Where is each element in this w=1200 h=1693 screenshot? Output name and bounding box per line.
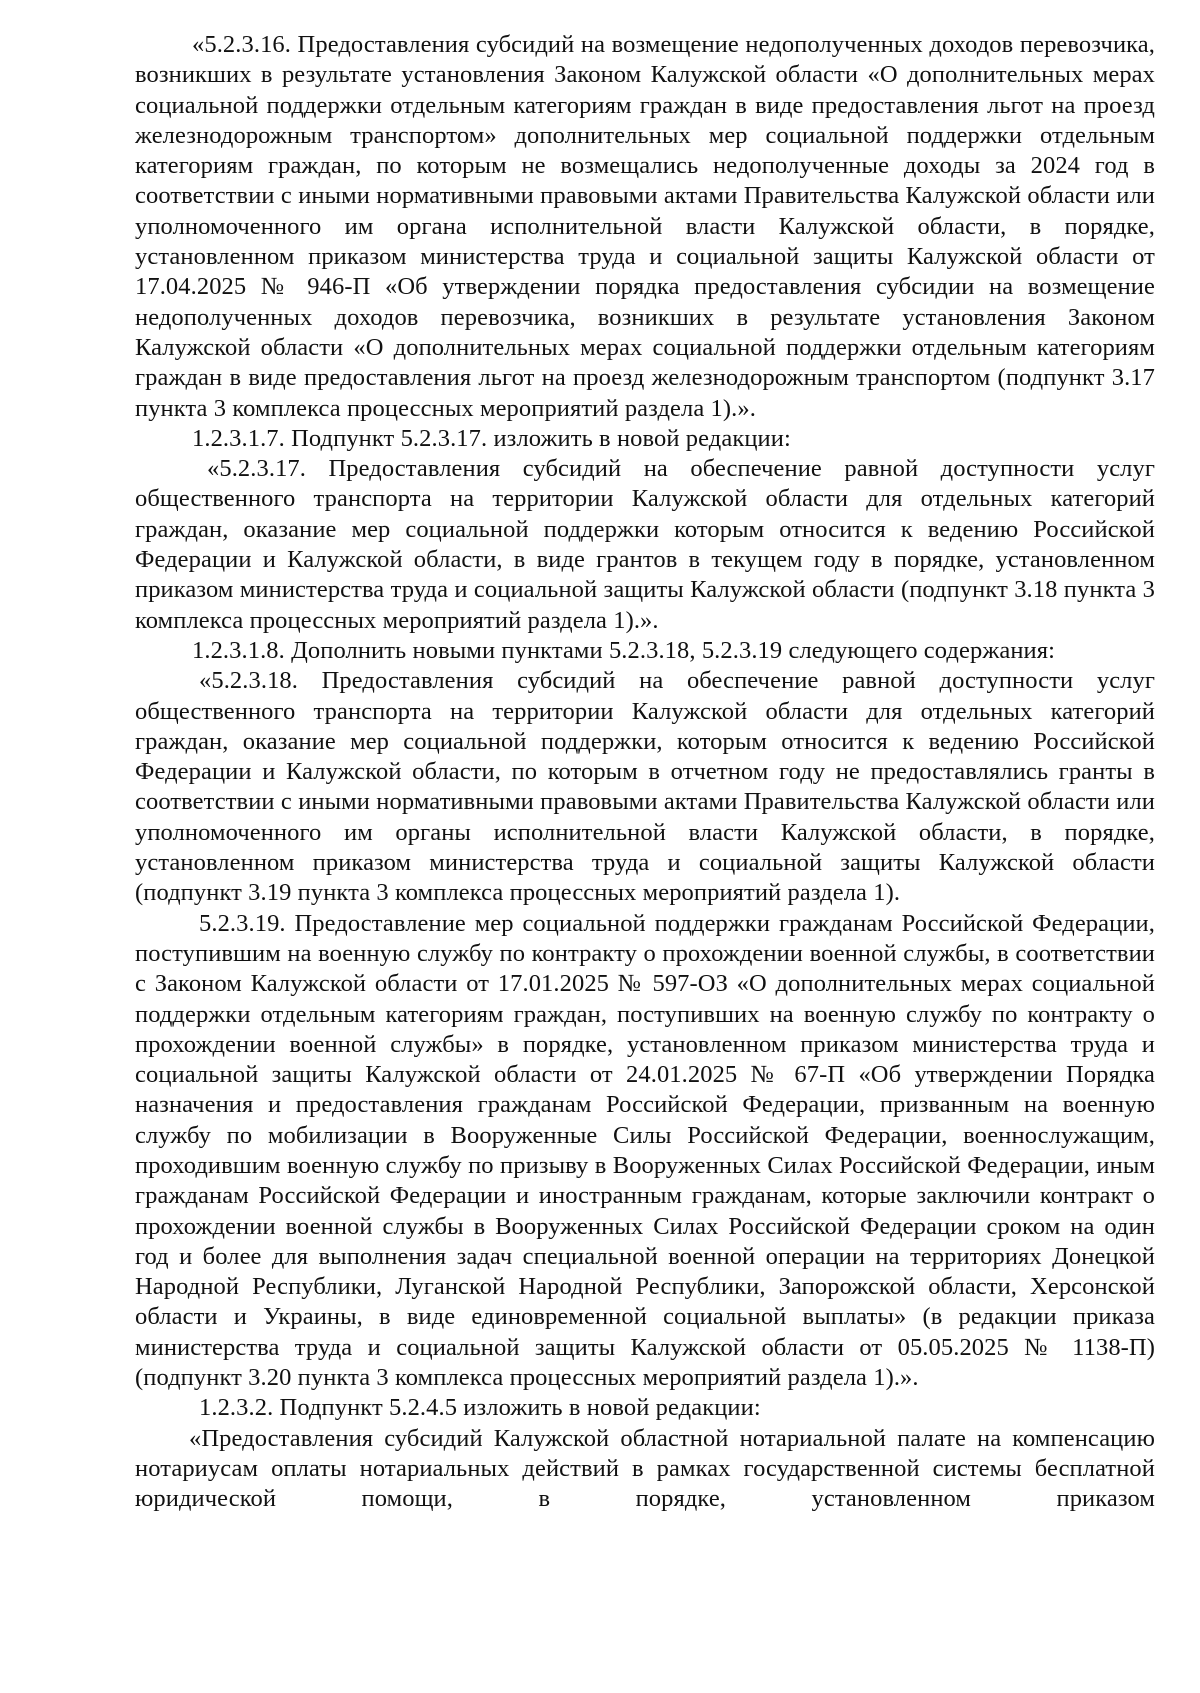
paragraph-5-2-3-16: «5.2.3.16. Предоставления субсидий на возмещение недополученных доходов перевозчика, возникших в результате установления Законом Калужской области «О дополнительных мерах социальной поддержки отдельным категориям граждан в виде предоставления льгот на проезд железнодорожным транспортом» дополнительных мер социальной поддержки отдельным категориям граждан, по которым не возмещались недополученные доходы за 2024 год в соответствии с иными нормативными правовыми актами Правительства Калужской области или уполномоченного им органа исполнительной власти Калужской области, в порядке, установленном приказом министерства труда и социальной защиты Калужской области от 17.04.2025 № 946-П «Об утверждении порядка предоставления субсидии на возмещение недополученных доходов перевозчика, возникших в результате установления Законом Калужской области «О дополнительных мерах социальной поддержки отдельным категориям граждан в виде предоставления льгот на проезд железнодорожным транспортом (подпункт 3.17 пункта 3 комплекса процессных мероприятий раздела 1).». [135, 31, 1155, 422]
paragraph-5-2-3-17: «5.2.3.17. Предоставления субсидий на обеспечение равной доступности услуг общественного транспорта на территории Калужской области для отдельных категорий граждан, оказание мер социальной поддержки которым относится к ведению Российской Федерации и Калужской области, в виде грантов в текущем году в порядке, установленном приказом министерства труда и социальной защиты Калужской области (подпункт 3.18 пункта 3 комплекса процессных мероприятий раздела 1).». [135, 455, 1155, 634]
paragraph-5-2-3-18: «5.2.3.18. Предоставления субсидий на обеспечение равной доступности услуг общественного транспорта на территории Калужской области для отдельных категорий граждан, оказание мер социальной поддержки, которым относится к ведению Российской Федерации и Калужской области, по которым в отчетном году не предоставлялись гранты в соответствии с иными нормативными правовыми актами Правительства Калужской области или уполномоченного им органы исполнительной власти Калужской области, в порядке, установленном приказом министерства труда и социальной защиты Калужской области (подпункт 3.19 пункта 3 комплекса процессных мероприятий раздела 1). [135, 667, 1155, 907]
paragraph-1-2-3-2: 1.2.3.2. Подпункт 5.2.4.5 изложить в новой редакции: [199, 1394, 761, 1422]
paragraph-1-2-3-1-7: 1.2.3.1.7. Подпункт 5.2.3.17. изложить в новой редакции: [192, 424, 791, 452]
paragraph-5-2-3-19: 5.2.3.19. Предоставление мер социальной поддержки гражданам Российской Федерации, поступившим на военную службу по контракту о прохождении военной службы, в соответствии с Законом Калужской области от 17.01.2025 № 597-ОЗ «О дополнительных мерах социальной поддержки отдельным категориям граждан, поступивших на военную службу по контракту о прохождении военной службы» в порядке, установленном приказом министерства труда и социальной защиты Калужской области от 24.01.2025 № 67-П «Об утверждении Порядка назначения и предоставления гражданам Российской Федерации, призванным на военную службу по мобилизации в Вооруженные Силы Российской Федерации, военнослужащим, проходившим военную службу по призыву в Вооруженных Силах Российской Федерации, иным гражданам Российской Федерации и иностранным гражданам, которые заключили контракт о прохождении военной службы в Вооруженных Силах Российской Федерации сроком на один год и более для выполнения задач специальной военной операции на территориях Донецкой Народной Республики, Луганской Народной Республики, Запорожской области, Херсонской области и Украины, в виде единовременной социальной выплаты» (в редакции приказа министерства труда и социальной защиты Калужской области от 05.05.2025 № 1138-П) (подпункт 3.20 пункта 3 комплекса процессных мероприятий раздела 1).». [135, 909, 1155, 1392]
paragraph-5-2-4-5: «Предоставления субсидий Калужской областной нотариальной палате на компенсацию нотариусам оплаты нотариальных действий в рамках государственной системы бесплатной юридической помощи, в порядке, установленном приказом [135, 1424, 1155, 1513]
paragraph-1-2-3-1-8: 1.2.3.1.8. Дополнить новыми пунктами 5.2.3.18, 5.2.3.19 следующего содержания: [192, 636, 1056, 664]
